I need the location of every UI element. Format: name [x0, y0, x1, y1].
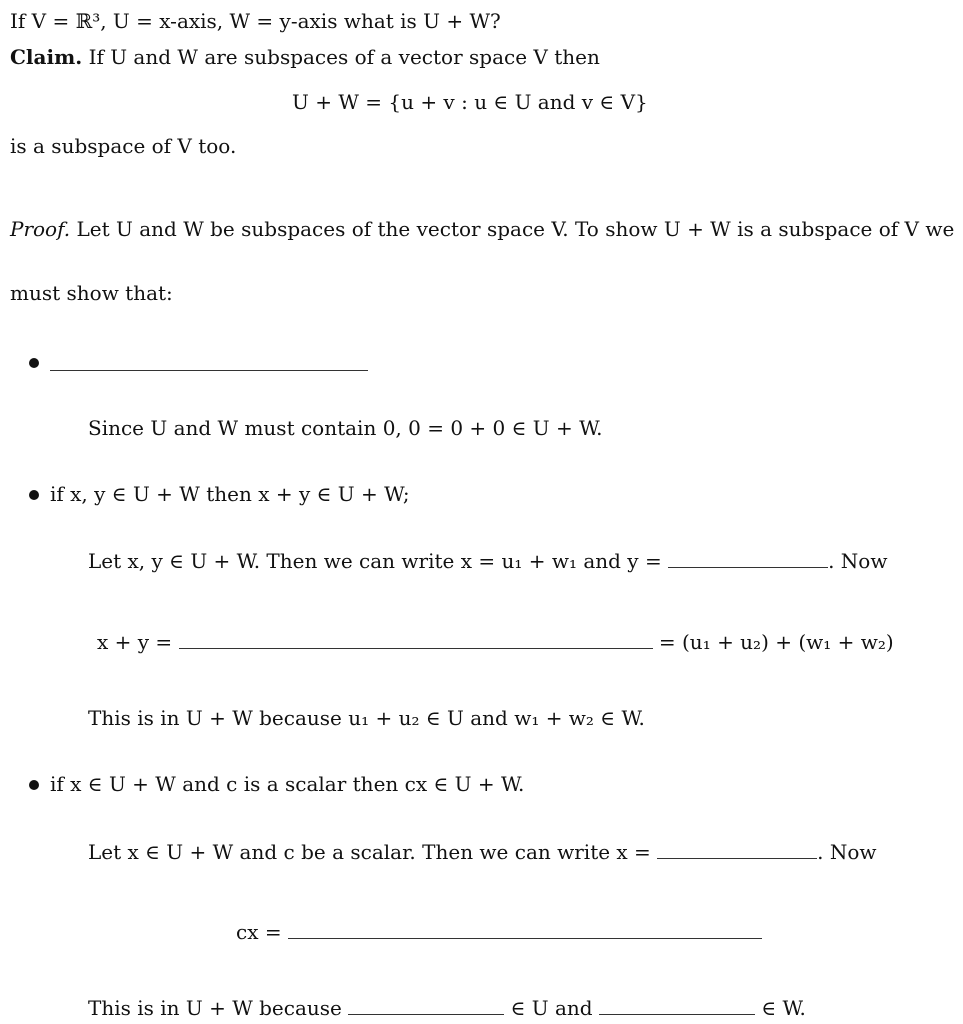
sum-suffix: = (u₁ + u₂) + (w₁ + w₂)	[658, 630, 894, 654]
scalar-conclusion-mid: ∈ U and	[510, 996, 593, 1020]
scalar-conclusion-prefix: This is in U + W because	[88, 996, 342, 1020]
proof-intro-text: Let U and W be subspaces of the vector space V. To show U + W is a subspace of V we	[76, 217, 955, 241]
bullet-3	[29, 780, 39, 790]
addition-line1-suffix: . Now	[828, 549, 888, 573]
proof-intro-line2: must show that:	[10, 281, 173, 305]
zero-step-explanation: Since U and W must contain 0, 0 = 0 + 0 ∈ U + W.	[88, 416, 603, 440]
proof-label: Proof.	[10, 217, 71, 241]
y-decomposition-blank[interactable]	[668, 547, 828, 568]
addition-line1-prefix: Let x, y ∈ U + W. Then we can write x = u₁ + w₁ and y =	[88, 549, 662, 573]
addition-sum-line	[97, 628, 894, 655]
scalar-conclusion-end: ∈ W.	[761, 996, 806, 1020]
zero-vector-blank[interactable]	[50, 350, 368, 371]
scalar-line1-suffix: . Now	[817, 840, 877, 864]
claim-label: Claim.	[10, 45, 83, 69]
scalar-product-line	[236, 918, 762, 945]
bullet-1	[29, 358, 39, 368]
cu-blank[interactable]	[348, 994, 504, 1015]
proof-intro-line1	[10, 216, 954, 242]
question-text: If V = ℝ³, U = x-axis, W = y-axis what is U + W?	[10, 9, 501, 33]
claim-tail: is a subspace of V too.	[10, 134, 237, 158]
addition-line1	[88, 547, 887, 574]
scalar-bullet-text: if x ∈ U + W and c is a scalar then cx ∈ U + W.	[50, 772, 525, 796]
product-prefix: cx =	[236, 920, 282, 944]
cw-blank[interactable]	[599, 994, 755, 1015]
sum-expansion-blank[interactable]	[179, 628, 653, 649]
product-expansion-blank[interactable]	[288, 918, 762, 939]
scalar-line1	[88, 838, 877, 865]
bullet-2	[29, 490, 39, 500]
sum-prefix: x + y =	[97, 630, 173, 654]
scalar-conclusion	[88, 994, 806, 1021]
addition-bullet-text: if x, y ∈ U + W then x + y ∈ U + W;	[50, 482, 410, 506]
scalar-line1-prefix: Let x ∈ U + W and c be a scalar. Then we can write x =	[88, 840, 651, 864]
claim-equation: U + W = {u + v : u ∈ U and v ∈ V}	[292, 90, 648, 114]
claim-line	[10, 44, 600, 70]
claim-text: If U and W are subspaces of a vector space V then	[88, 45, 600, 69]
addition-conclusion: This is in U + W because u₁ + u₂ ∈ U and w₁ + w₂ ∈ W.	[88, 706, 645, 730]
x-decomposition-blank[interactable]	[657, 838, 817, 859]
